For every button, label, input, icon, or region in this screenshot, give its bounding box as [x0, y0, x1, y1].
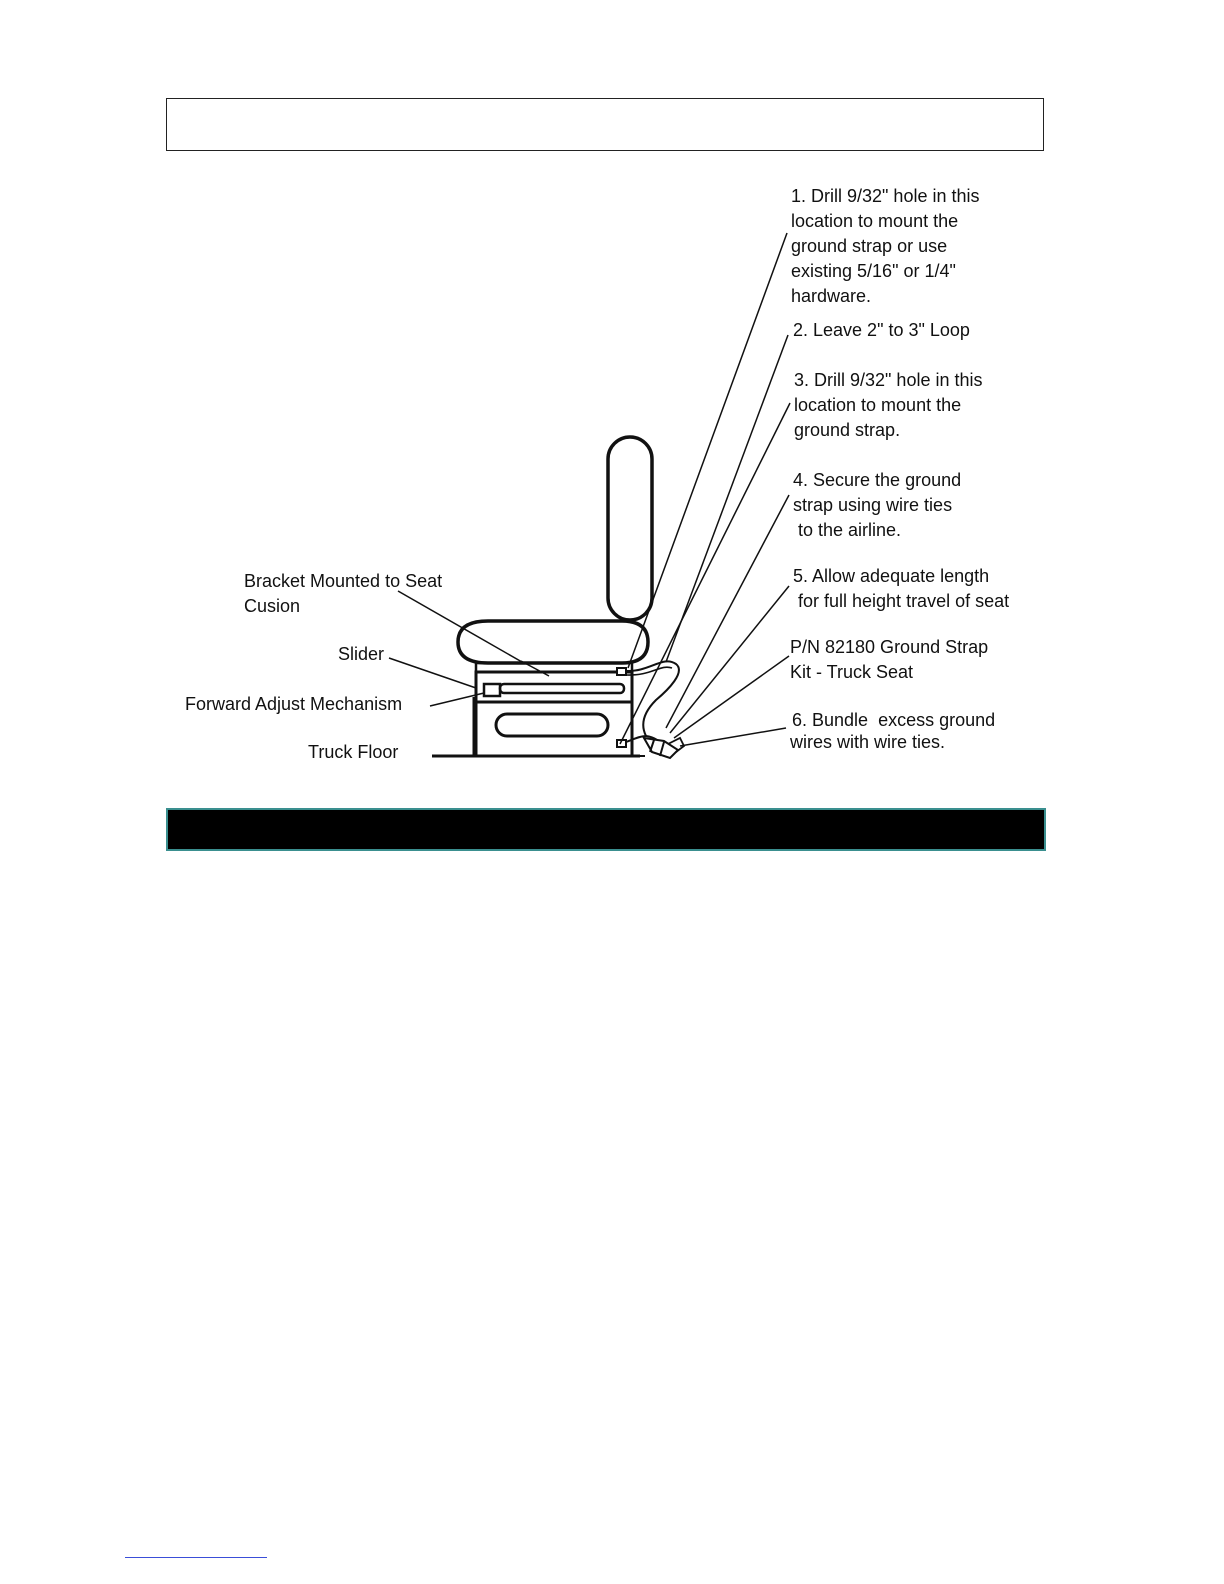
callout-step1-line: ground strap or use [791, 236, 948, 256]
callout-step6 [789, 710, 995, 752]
callout-step3-line: location to mount the [794, 395, 962, 415]
leader-slider [389, 658, 476, 688]
callout-step6-line: wires with wire ties. [790, 732, 946, 752]
leader-step3 [620, 403, 790, 744]
label-bracket-line: Bracket Mounted to Seat [244, 571, 443, 591]
callout-step4-line: to the airline. [793, 520, 902, 540]
seat-backrest [608, 437, 652, 620]
callout-step2 [793, 320, 970, 340]
callout-step1-line: hardware. [791, 286, 872, 306]
label-truck-floor: Truck Floor [308, 742, 399, 762]
callout-step1-line: 1. Drill 9/32" hole in this [791, 186, 980, 206]
callout-step5-line: for full height travel of seat [793, 591, 1010, 611]
callout-step6-line: 6. Bundle excess ground [792, 710, 996, 730]
callout-step1-line: location to mount the [791, 211, 959, 231]
callout-kit [790, 637, 988, 682]
section-header-bar [166, 808, 1046, 851]
label-slider: Slider [338, 644, 385, 664]
leader-kit [674, 656, 789, 738]
callout-step1 [791, 186, 979, 306]
callout-kit-line: Kit - Truck Seat [790, 662, 914, 682]
callout-step3 [794, 370, 982, 440]
slider-track [500, 684, 624, 693]
label-bracket [244, 571, 442, 616]
callout-step4 [793, 470, 961, 540]
ground-strap-loop [626, 661, 679, 736]
callout-step3-line: ground strap. [794, 420, 901, 440]
base-slot [496, 714, 608, 736]
callout-step1-line: existing 5/16" or 1/4" [791, 261, 956, 281]
callout-step2-line: 2. Leave 2" to 3" Loop [793, 320, 970, 340]
forward-adjust-handle [484, 684, 500, 696]
label-forward-adjust: Forward Adjust Mechanism [185, 694, 403, 714]
label-bracket-line: Cusion [244, 596, 301, 616]
callout-step5-line: 5. Allow adequate length [793, 566, 990, 586]
callout-step4-line: strap using wire ties [793, 495, 953, 515]
truck-seat-illustration [432, 437, 684, 758]
leader-step6 [680, 728, 786, 746]
callout-kit-line: P/N 82180 Ground Strap [790, 637, 989, 657]
callout-step5 [793, 566, 1009, 611]
leader-lines [389, 233, 790, 746]
callout-step4-line: 4. Secure the ground [793, 470, 962, 490]
footnote-rule [125, 1557, 267, 1558]
callout-step3-line: 3. Drill 9/32" hole in this [794, 370, 983, 390]
